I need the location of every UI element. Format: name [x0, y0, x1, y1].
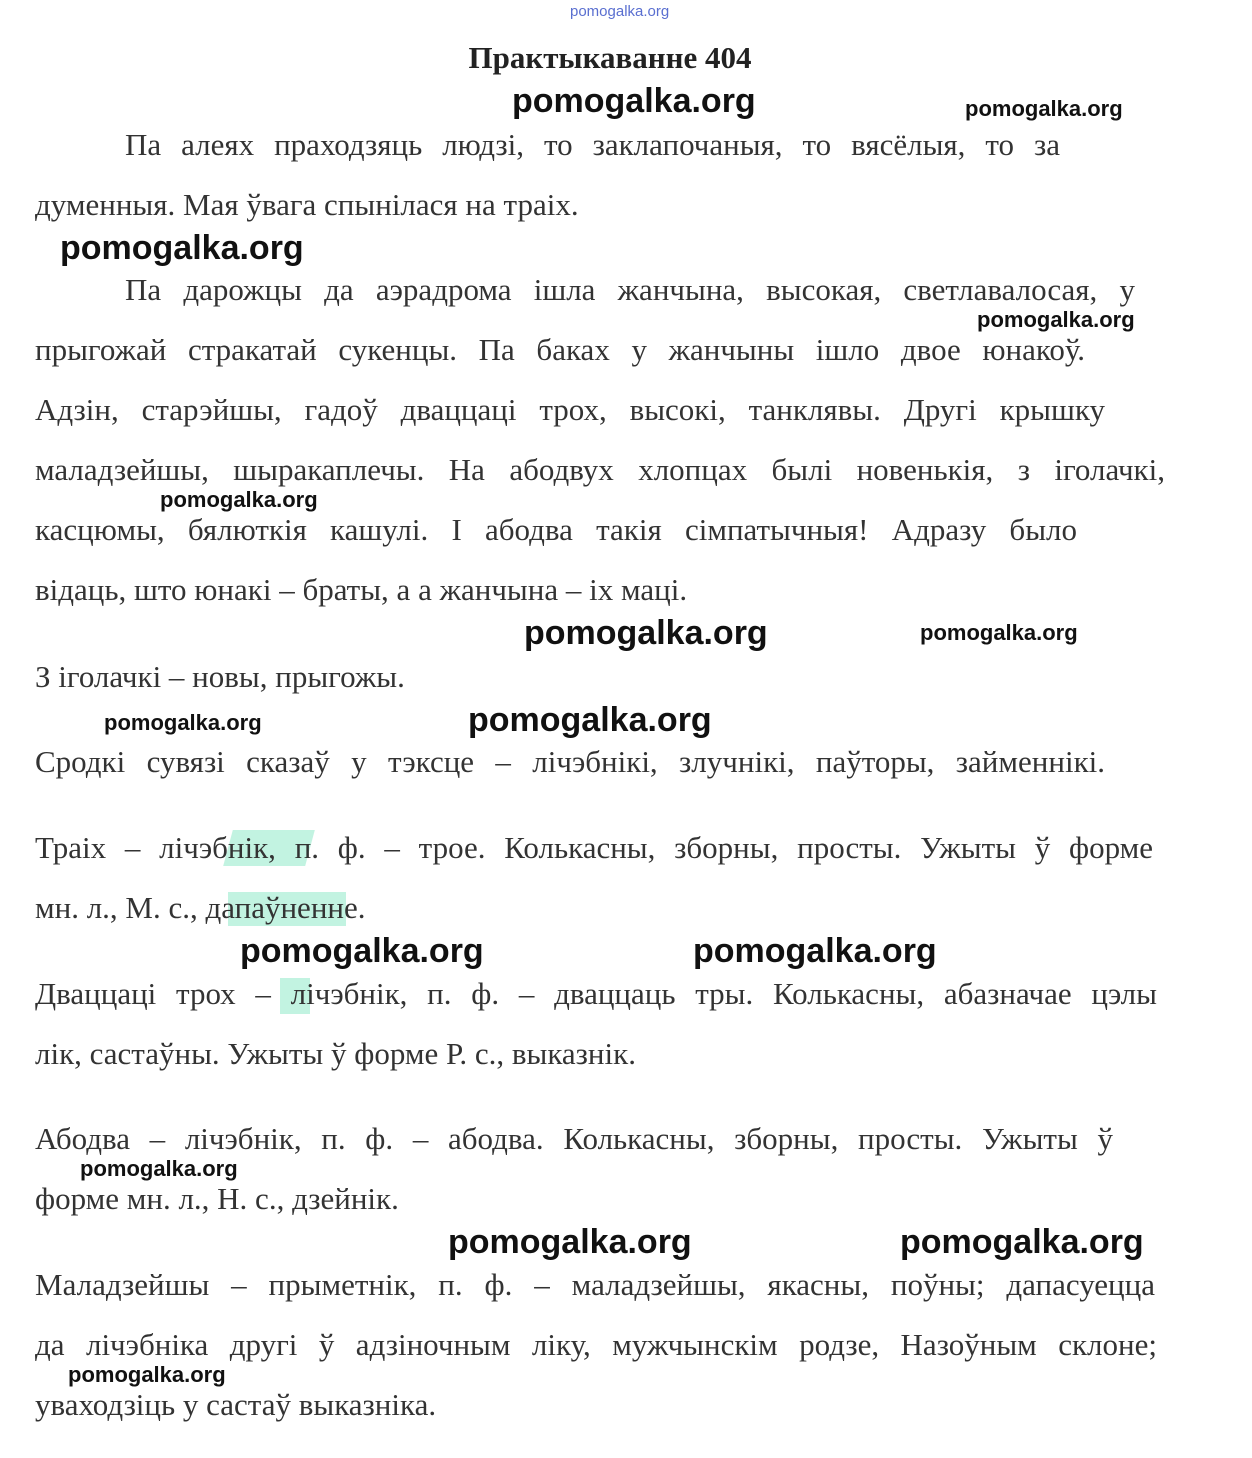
text-line: да лічэбніка другі ў адзіночным ліку, мужчынскім родзе, Назоўным склоне; [35, 1327, 1157, 1362]
text-line: З іголачкі – новы, прыгожы. [35, 659, 405, 694]
text-line: відаць, што юнакі – браты, а а жанчына – іх маці. [35, 572, 688, 607]
text-line: прыгожай стракатай сукенцы. Па баках у жанчыны ішло двое юнакоў. [35, 332, 1085, 367]
text-line: Абодва – лічэбнік, п. ф. – абодва. Колькасны, зборны, просты. Ужыты ў [35, 1121, 1113, 1156]
text-line: касцюмы, бялюткія кашулі. І абодва такія сімпатычныя! Адразу было [35, 512, 1077, 547]
watermark: pomogalka.org [80, 1156, 238, 1181]
text-line: Па дарожцы да аэрадрома ішла жанчына, высокая, светлавалосая, у [125, 272, 1135, 307]
text-line: Адзін, старэйшы, гадоў дваццаці трох, высокі, танклявы. Другі крышку [35, 392, 1105, 427]
watermark: pomogalka.org [468, 701, 712, 739]
text-line: маладзейшы, шыракаплечы. На абодвух хлопцах былі новенькія, з іголачкі, [35, 452, 1165, 487]
text-line: Траіх – лічэбнік, п. ф. – трое. Колькасны, зборны, просты. Ужыты ў форме [35, 830, 1153, 865]
watermark: pomogalka.org [512, 82, 756, 120]
text-line: Дваццаці трох – лічэбнік, п. ф. – дваццаць тры. Колькасны, абазначае цэлы [35, 976, 1157, 1011]
watermark: pomogalka.org [920, 620, 1078, 645]
watermark: pomogalka.org [60, 229, 304, 267]
text-line: уваходзіць у састаў выказніка. [35, 1387, 437, 1422]
watermark: pomogalka.org [524, 614, 768, 652]
watermark: pomogalka.org [240, 932, 484, 970]
text-line: Маладзейшы – прыметнік, п. ф. – маладзейшы, якасны, поўны; дапасуецца [35, 1267, 1155, 1302]
watermark: pomogalka.org [160, 487, 318, 512]
text-line: думенныя. Мая ўвага спынілася на траіх. [35, 187, 579, 222]
text-line: лік, састаўны. Ужыты ў форме Р. с., выказнік. [35, 1036, 636, 1071]
text-line: форме мн. л., Н. с., дзейнік. [35, 1181, 399, 1216]
watermark: pomogalka.org [965, 96, 1123, 121]
watermark: pomogalka.org [693, 932, 937, 970]
watermark: pomogalka.org [68, 1362, 226, 1387]
page-title: Практыкаванне 404 [468, 40, 752, 75]
watermark: pomogalka.org [448, 1223, 692, 1261]
watermark: pomogalka.org [977, 307, 1135, 332]
text-line: Па алеях праходзяць людзі, то заклапочаныя, то вясёлыя, то за [125, 127, 1060, 162]
text-line: мн. л., М. с., дапаўненне. [35, 890, 366, 925]
text-line: Сродкі сувязі сказаў у тэксце – лічэбнікі, злучнікі, паўторы, займеннікі. [35, 744, 1105, 779]
watermark: pomogalka.org [104, 710, 262, 735]
watermark: pomogalka.org [900, 1223, 1144, 1261]
site-link-top[interactable]: pomogalka.org [570, 3, 670, 20]
